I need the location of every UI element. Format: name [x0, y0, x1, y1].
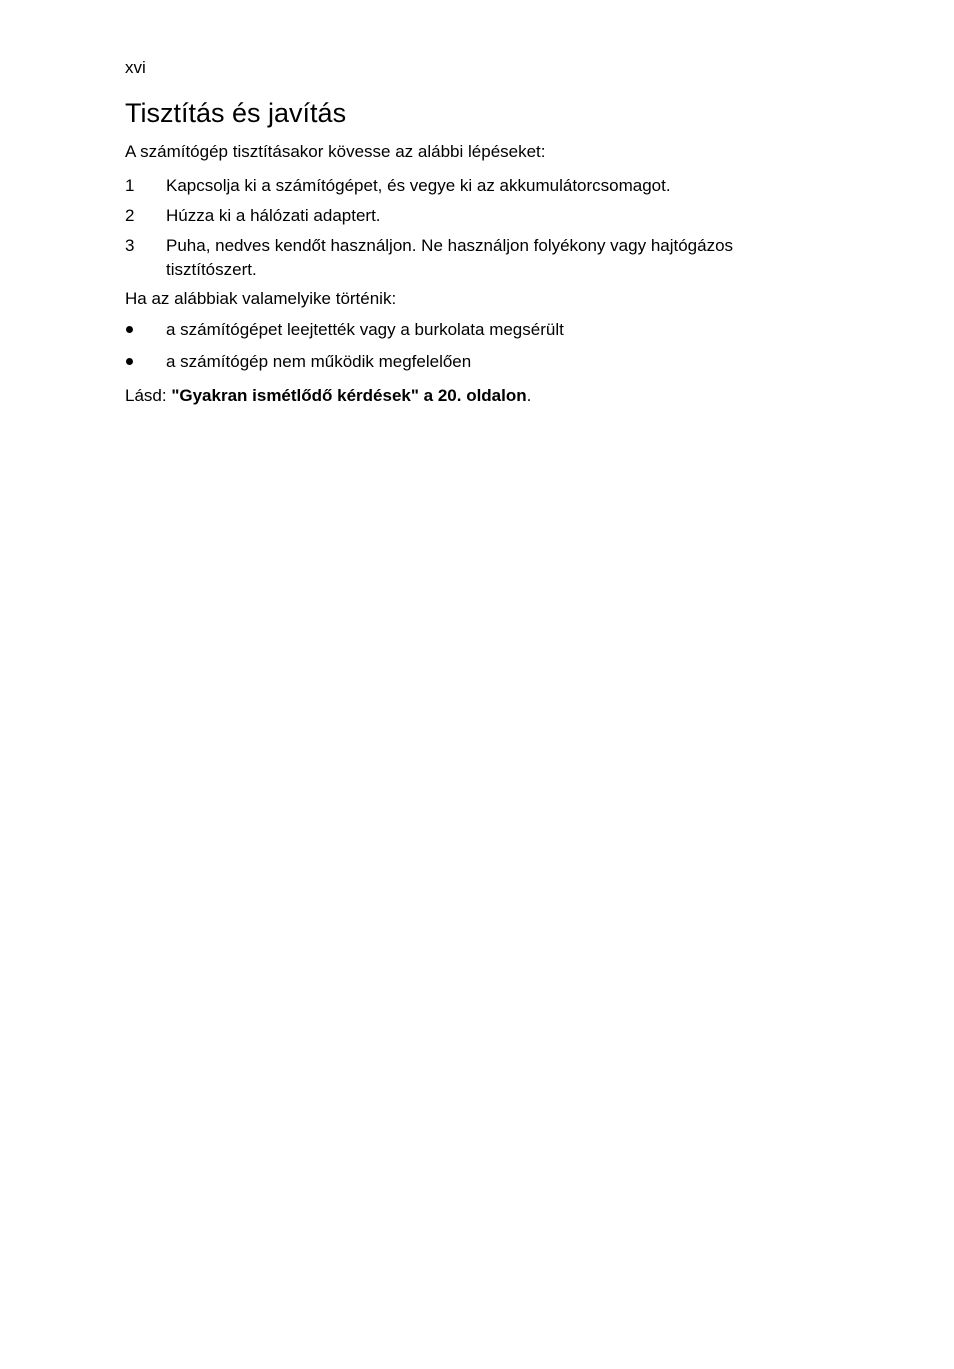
intro-text: A számítógép tisztításakor kövesse az alábbi lépéseket:	[125, 142, 546, 161]
step-number: 1	[125, 176, 135, 195]
step-text: Húzza ki a hálózati adaptert.	[166, 206, 381, 225]
reference-suffix: .	[526, 386, 532, 405]
bullet-icon	[126, 358, 133, 365]
step-number: 2	[125, 206, 135, 225]
step-text: Puha, nedves kendőt használjon. Ne használjon folyékony vagy hajtógázos tisztítószert.	[166, 236, 734, 279]
condition-text: a számítógépet leejtették vagy a burkolata megsérült	[166, 320, 564, 339]
cleaning-steps-list	[125, 174, 825, 288]
condition-text: a számítógép nem működik megfelelően	[166, 352, 472, 371]
section-heading: Tisztítás és javítás	[125, 98, 347, 128]
faq-reference-link[interactable]: "Gyakran ismétlődő kérdések" a 20. oldalon	[171, 386, 527, 405]
conditions-list	[125, 320, 825, 384]
page-number: xvi	[125, 58, 146, 77]
condition-item	[125, 352, 825, 372]
step-item	[125, 234, 825, 282]
step-item	[125, 174, 825, 198]
condition-item	[125, 320, 825, 340]
step-number: 3	[125, 236, 135, 255]
step-text: Kapcsolja ki a számítógépet, és vegye ki az akkumulátorcsomagot.	[166, 176, 671, 195]
step-item	[125, 204, 825, 228]
bullet-icon	[126, 326, 133, 333]
reference-prefix: Lásd:	[125, 386, 172, 405]
reference-line	[125, 386, 531, 406]
condition-intro-text: Ha az alábbiak valamelyike történik:	[125, 289, 397, 308]
